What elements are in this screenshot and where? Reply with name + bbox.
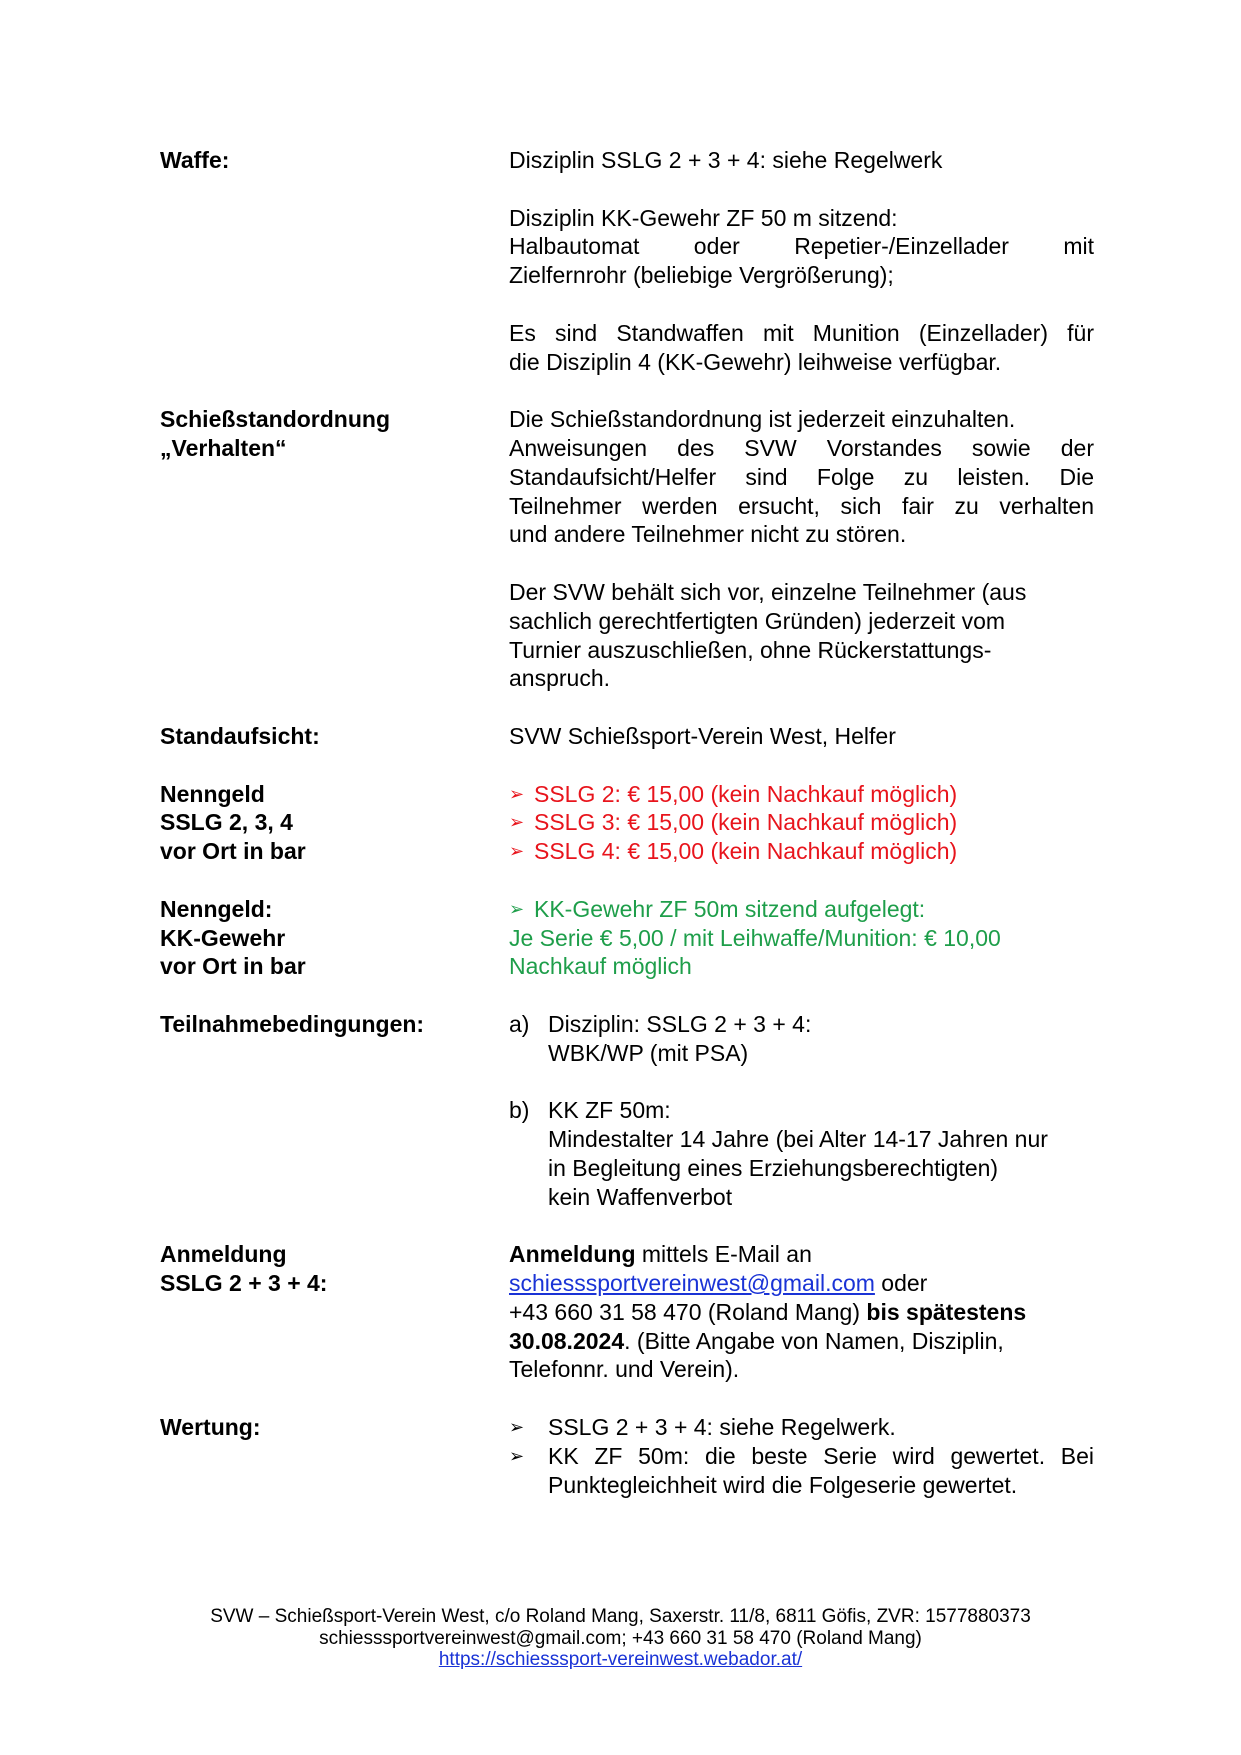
- kk-nachkauf-line: Nachkauf möglich: [509, 953, 692, 980]
- kk-price-line: Je Serie € 5,00 / mit Leihwaffe/Munition: € 10,00: [509, 924, 1001, 951]
- price-item: ➢ SSLG 4: € 15,00 (kein Nachkauf möglich): [509, 838, 958, 865]
- b-line-1: KK ZF 50m:: [548, 1097, 671, 1124]
- waffe-line-2: Disziplin KK-Gewehr ZF 50 m sitzend:: [509, 204, 898, 231]
- section-standaufsicht: [160, 722, 1094, 751]
- label-line-1: Nenngeld:: [160, 895, 273, 922]
- arrowhead-bullet-icon: ➢: [509, 898, 525, 919]
- anmeldung-line-5: Telefonnr. und Verein).: [509, 1356, 740, 1383]
- label-line-2: KK-Gewehr: [160, 924, 286, 951]
- footer-address: SVW – Schießsport-Verein West, c/o Roland Mang, Saxerstr. 11/8, 6811 Göfis, ZVR: 1577880373: [210, 1606, 1031, 1627]
- list-item-b: [509, 1096, 1094, 1211]
- section-nenngeld-kk: [160, 895, 1094, 981]
- label-nenngeld-sslg: [160, 780, 509, 866]
- content-teilnahmebedingungen: [509, 1010, 1094, 1212]
- waffe-line-4: Zielfernrohr (beliebige Vergrößerung);: [509, 262, 894, 289]
- price-item: ➢ SSLG 3: € 15,00 (kein Nachkauf möglich): [509, 809, 958, 836]
- ordnung-line-3: Standaufsicht/Helfer sind Folge zu leisten. Die: [509, 463, 1094, 490]
- anmeldung-line-4: 30.08.2024. (Bitte Angabe von Namen, Disziplin,: [509, 1327, 1004, 1354]
- ordnung-line-4: Teilnehmer werden ersucht, sich fair zu verhalten: [509, 492, 1094, 519]
- section-waffe: [160, 146, 1094, 376]
- list-item-a: [509, 1010, 1094, 1068]
- b-line-2: Mindestalter 14 Jahre (bei Alter 14-17 Jahren nur: [548, 1126, 1048, 1153]
- waffe-line-6: die Disziplin 4 (KK-Gewehr) leihweise verfügbar.: [509, 348, 1002, 375]
- ordnung-line-5: und andere Teilnehmer nicht zu stören.: [509, 521, 907, 548]
- ordnung-line-8: Turnier auszuschließen, ohne Rückerstattungs-: [509, 636, 992, 663]
- content-waffe: [509, 146, 1094, 376]
- label-line-3: vor Ort in bar: [160, 838, 306, 865]
- label-line-1: Schießstandordnung: [160, 406, 390, 433]
- footer-website-link[interactable]: https://schiesssport-vereinwest.webador.at/: [438, 1649, 803, 1670]
- section-teilnahmebedingungen: [160, 1010, 1094, 1212]
- label-nenngeld-kk: [160, 895, 509, 981]
- arrowhead-bullet-icon: ➢: [509, 783, 525, 804]
- aufsicht-text: SVW Schießsport-Verein West, Helfer: [509, 722, 896, 749]
- section-nenngeld-sslg: [160, 780, 1094, 866]
- arrowhead-bullet-icon: ➢: [509, 1445, 525, 1466]
- wertung-item: ➢ SSLG 2 + 3 + 4: siehe Regelwerk.: [509, 1414, 896, 1441]
- b-line-4: kein Waffenverbot: [548, 1183, 733, 1210]
- email-link[interactable]: schiesssportvereinwest@gmail.com: [509, 1270, 875, 1297]
- price-item: ➢ SSLG 2: € 15,00 (kein Nachkauf möglich): [509, 780, 958, 807]
- section-schiessstandordnung: [160, 405, 1094, 693]
- ordnung-line-9: anspruch.: [509, 665, 611, 692]
- label-anmeldung: [160, 1240, 509, 1384]
- label-line-3: vor Ort in bar: [160, 953, 306, 980]
- waffe-line-3: Halbautomat oder Repetier-/Einzellader mit: [509, 233, 1094, 260]
- label-line-2: SSLG 2 + 3 + 4:: [160, 1270, 328, 1297]
- price-item: ➢ KK-Gewehr ZF 50m sitzend aufgelegt:: [509, 895, 926, 922]
- ordnung-line-7: sachlich gerechtfertigten Gründen) jederzeit vom: [509, 607, 1006, 634]
- waffe-line-5: Es sind Standwaffen mit Munition (Einzellader) für: [509, 319, 1094, 346]
- document-body: [160, 146, 1094, 1499]
- arrowhead-bullet-icon: ➢: [509, 1417, 525, 1438]
- a-line-1: Disziplin: SSLG 2 + 3 + 4:: [548, 1010, 812, 1037]
- label-schiessstandordnung: [160, 405, 509, 693]
- label-line-1: Anmeldung: [160, 1241, 287, 1268]
- label-teilnahmebedingungen: Teilnahmebedingungen:: [160, 1010, 425, 1037]
- label-line-1: Nenngeld: [160, 780, 265, 807]
- anmeldung-line-1: Anmeldung mittels E-Mail an: [509, 1241, 812, 1268]
- label-waffe: Waffe:: [160, 147, 230, 173]
- wertung-item: ➢ KK ZF 50m: die beste Serie wird gewertet. Bei Punktegleichheit wird die Folgeserie gewertet.: [509, 1442, 1094, 1498]
- section-wertung: [160, 1413, 1094, 1499]
- content-anmeldung: [509, 1240, 1094, 1384]
- arrowhead-bullet-icon: ➢: [509, 812, 525, 833]
- ordnung-line-2: Anweisungen des SVW Vorstandes sowie der: [509, 434, 1094, 461]
- content-schiessstandordnung: [509, 405, 1094, 693]
- label-line-2: „Verhalten“: [160, 434, 287, 461]
- list-marker: b): [509, 1097, 530, 1124]
- anmeldung-line-3: +43 660 31 58 470 (Roland Mang) bis spätestens: [509, 1298, 1027, 1325]
- content-wertung: [509, 1413, 1094, 1499]
- label-wertung: Wertung:: [160, 1414, 261, 1441]
- content-standaufsicht: [509, 722, 1094, 751]
- content-nenngeld-kk: [509, 895, 1094, 981]
- page-footer: [0, 1606, 1241, 1671]
- b-line-3: in Begleitung eines Erziehungsberechtigten): [548, 1154, 999, 1181]
- waffe-line-1: Disziplin SSLG 2 + 3 + 4: siehe Regelwerk: [509, 147, 943, 173]
- list-marker: a): [509, 1010, 530, 1037]
- content-nenngeld-sslg: [509, 780, 1094, 866]
- ordnung-line-6: Der SVW behält sich vor, einzelne Teilnehmer (aus: [509, 578, 1027, 605]
- footer-contact: schiesssportvereinwest@gmail.com; +43 660 31 58 470 (Roland Mang): [319, 1627, 922, 1649]
- ordnung-line-1: Die Schießstandordnung ist jederzeit einzuhalten.: [509, 406, 1016, 433]
- section-anmeldung: [160, 1240, 1094, 1384]
- a-line-2: WBK/WP (mit PSA): [548, 1039, 749, 1066]
- label-line-2: SSLG 2, 3, 4: [160, 809, 293, 836]
- arrowhead-bullet-icon: ➢: [509, 841, 525, 862]
- anmeldung-line-2: schiesssportvereinwest@gmail.com oder: [509, 1270, 928, 1297]
- label-standaufsicht: Standaufsicht:: [160, 722, 320, 749]
